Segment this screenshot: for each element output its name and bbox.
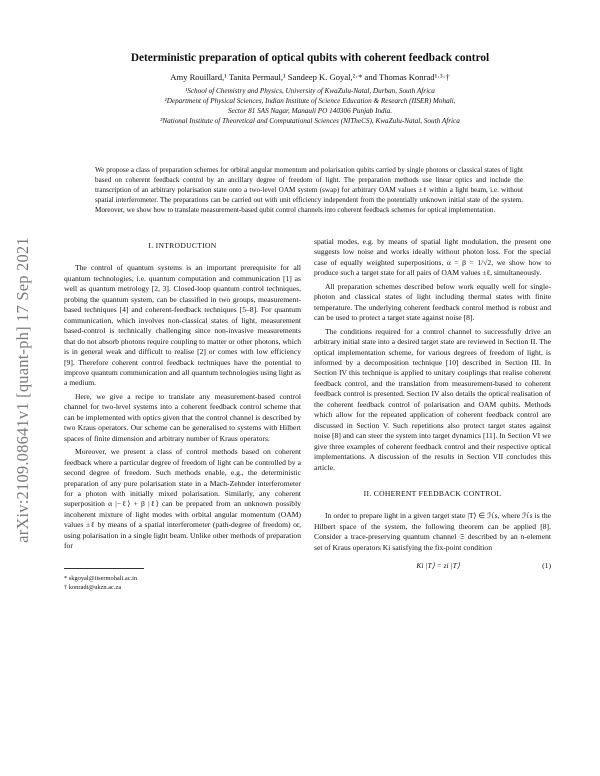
paragraph: In order to prepare light in a given target state |T⟩ ∈ ℋs, where ℋs is the Hilbert space of the system, the following theorem can be applied [8]. Consider a trace-preserving quantum channel 𝔖 described by an n-element set of Kraus operators Ki satisfying the fix-point condition <box>314 511 551 552</box>
abstract: We propose a class of preparation schemes for orbital angular momentum and polarisation qubits carried by single photons or classical states of light based on coherent feedback control by an ancillary degree of freedom of light. The preparation methods use linear optics and include the transcription of an arbitrary polarisation state onto a two-level OAM system (swap) for arbitrary OAM values ±ℓ within a light beam, i.e. without spatial interferometer. The preparations can be carried out with unit efficiency independent from the potentially unknown initial state of the system. Moreover, we show how to translate measurement-based qubit control channels into coherent feedback schemes for optical implementation. <box>95 166 523 214</box>
paragraph: Here, we give a recipe to translate any measurement-based control channel for two-level systems into a coherent feedback control scheme that can be implemented with optics given that the control channel is described by two Kraus operators. Our scheme can be generalised to systems with Hilbert spaces of finite dimension and arbitrary number of Kraus operators. <box>64 391 301 443</box>
affiliation-2: ²Department of Physical Sciences, Indian Institute of Science Education & Research (IISER) Mohali, <box>164 96 456 105</box>
paper-title: Deterministic preparation of optical qubits with coherent feedback control <box>130 52 490 64</box>
left-column <box>64 237 301 592</box>
paragraph: spatial modes, e.g. by means of spatial light modulation, the present one suggests low noise and works ideally without photon loss. For the special case of equally weighted superpositions, α = β = 1/√2, we show how to produce such a target state for all pairs of OAM values ±ℓ, simultaneously. <box>314 237 551 278</box>
paragraph: Moreover, we present a class of control methods based on coherent feedback where a particular degree of freedom of light can be controlled by a second degree of freedom. Such methods enable, e.g., the deterministic preparation of any pure polarisation state in a Mach-Zehnder interferometer for a photon with initially mixed polarisation. Similarly, any coherent superposition α |−ℓ⟩ + β |ℓ⟩ can be prepared from an unknown possibly incoherent mixture of light modes with orbital angular momentum (OAM) values ±ℓ by means of a spatial interferometer (path-degree of freedom) or, using polarisation in a single light beam. Unlike other methods of preparation for <box>64 447 301 551</box>
right-column <box>314 237 551 572</box>
affiliation-2-address: Sector 81 SAS Nagar, Manauli PO 140306 Punjab India. <box>227 106 393 115</box>
affiliation-1: ¹School of Chemistry and Physics, University of KwaZulu-Natal, Durban, South Africa <box>185 87 435 95</box>
equation-formula: Ki |T⟩ = zi |T⟩ <box>416 561 460 571</box>
equation-number: (1) <box>542 561 551 571</box>
affiliation-3: ³National Institute of Theoretical and Computational Sciences (NITheCS), KwaZulu-Natal, South Africa <box>160 116 460 125</box>
footnote-email-goyal: * skgoyal@iisermohali.ac.in <box>64 574 138 582</box>
section-heading-coherent-feedback: II. COHERENT FEEDBACK CONTROL <box>363 488 502 498</box>
footnote-email-konrad: † konradt@ukzn.ac.za <box>64 583 122 591</box>
arxiv-identifier-text: arXiv:2109.08641v1 [quant-ph] 17 Sep 2021 <box>13 237 32 543</box>
arxiv-identifier-stamp <box>8 210 38 570</box>
paragraph: The control of quantum systems is an important prerequisite for all quantum technologies, i.e. quantum computation and communication [1] as well as quantum metrology [2, 3]. Closed-loop quantum control techniques, probing the quantum system, can be classified in two groups, measurement-based techniques [4] and coherent-feedback techniques [5–8]. For quantum communication, which involves non-classical states of light, measurement based-control is technically challenging since non-invasive measurements that do not absorb photons require coupling to matter or other photons, which is in general weak and difficult to realise [2] or comes with low efficiency [9]. Therefore coherent control feedback techniques have the potential to improve quantum communication and all quantum technologies using light as a medium. <box>64 263 301 388</box>
paragraph: The conditions required for a control channel to successfully drive an arbitrary initial state into a desired target state are reviewed in Section II. The optical implementation scheme, for various degrees of freedom of light, is informed by a decomposition technique [10] described in Section III. In Section IV this technique is applied to unitary couplings that realise coherent feedback control, and the translation from measurement-based to coherent feedback control is presented. Section IV also details the optical realisation of the coherent feedback control of polarisation and OAM qubits. Methods which allow for the repeated application of coherent feedback control are discussed in Section V. Such repetitions also protect target states against noise [8] and can steer the system into target dynamics [11]. In Section VI we give three examples of coherent feedback control and their respective optical implementations. A discussion of the results in Section VII concludes this article. <box>314 326 551 472</box>
equation-1 <box>314 561 551 571</box>
affiliations <box>66 87 554 127</box>
paragraph: All preparation schemes described below work equally well for single-photon and classical states of light including thermal states with finite temperature. The underlying coherent feedback control method is robust and can be used to protect a target state against noise [8]. <box>314 281 551 323</box>
author-list: Amy Rouillard,¹ Tanita Permaul,¹ Sandeep K. Goyal,²·* and Thomas Konrad¹·³·† <box>170 72 450 82</box>
section-heading-introduction: I. INTRODUCTION <box>148 241 217 250</box>
footnote-rule <box>64 568 144 569</box>
